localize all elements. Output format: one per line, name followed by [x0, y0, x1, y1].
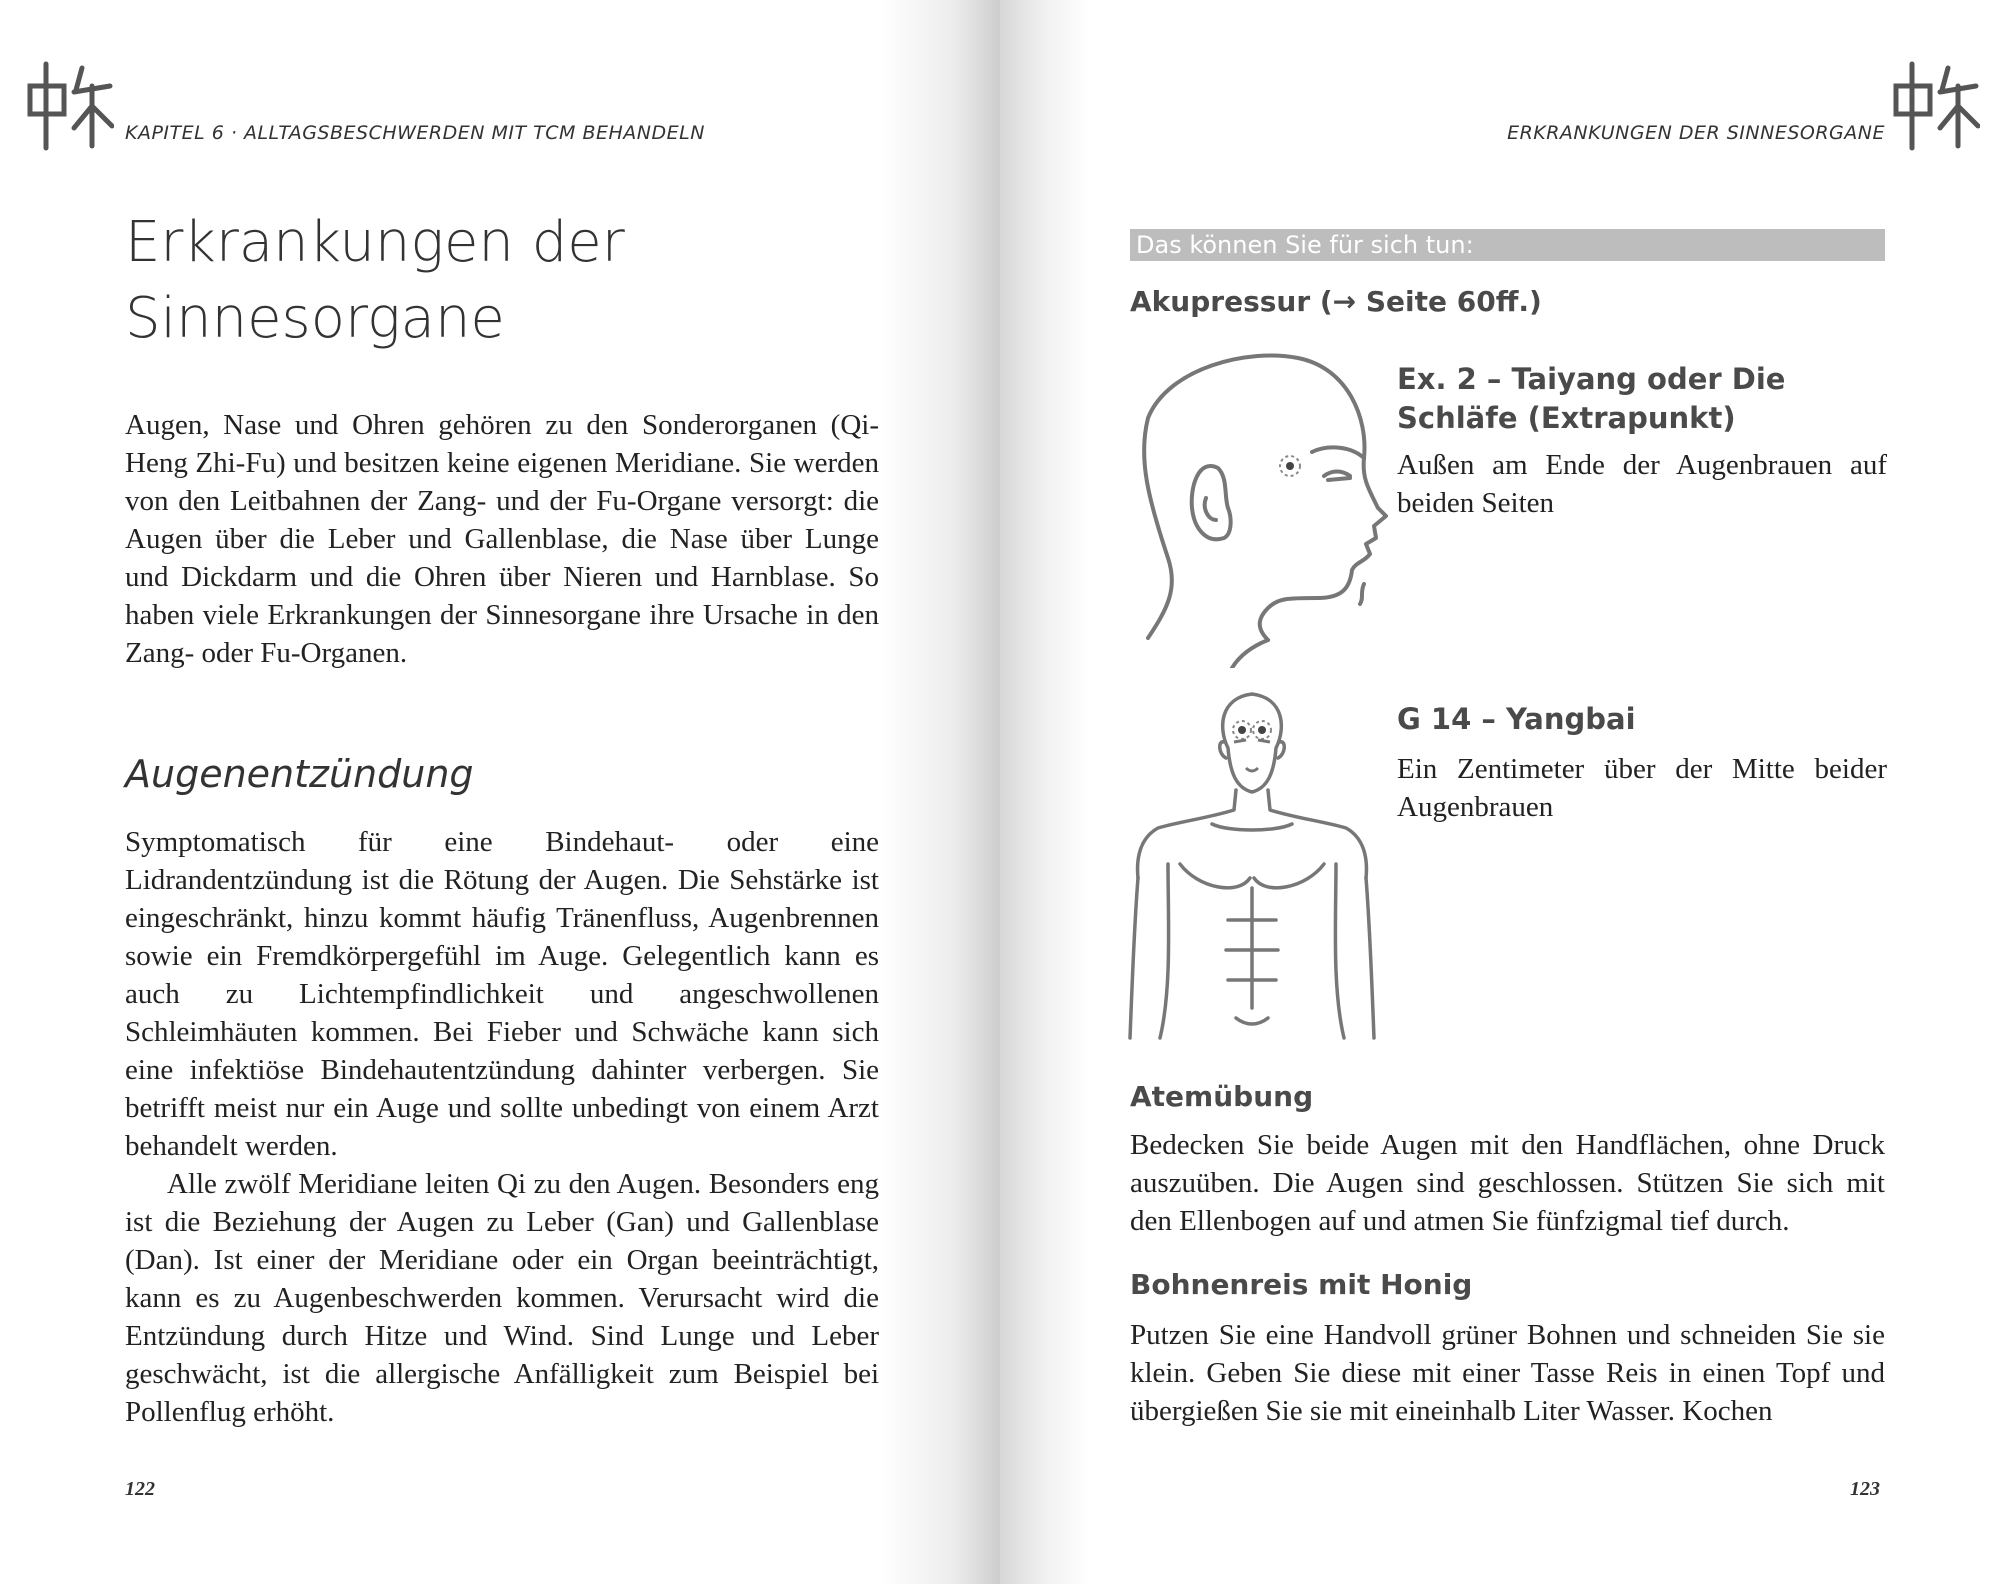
head-profile-illustration: [1128, 348, 1388, 672]
section-paragraph-1: Symptomatisch für eine Bindehaut- oder eine Lidrandentzündung ist die Rötung der Augen. Die Sehstärke ist eingeschränkt, hinzu kommt häufig Tränenfluss, Augenbrennen sowie ein Fremdkörpergefühl im Auge. Gelegentlich kann es auch zu Lichtempfindlichkeit und angeschwollenen Schleimhäuten kommen. Bei Fieber und Schwäche kann sich eine infektiöse Bindehautentzündung dahinter verbergen. Sie betrifft meist nur ein Auge und sollte unbedingt von einem Arzt behandelt werden.: [125, 826, 879, 1162]
chapter-title-line1: Erkrankungen der: [125, 210, 625, 275]
running-head-left: KAPITEL 6 · ALLTAGSBESCHWERDEN MIT TCM BEHANDELN: [125, 122, 705, 144]
point2-description: Ein Zentimeter über der Mitte beider Augenbrauen: [1397, 753, 1887, 823]
intro-paragraph: [125, 406, 879, 672]
gutter-shadow-right: [1000, 0, 1090, 1584]
breathing-text: [1130, 1126, 1885, 1240]
running-head-right: ERKRANKUNGEN DER SINNESORGANE: [1507, 122, 1885, 144]
point1-title: Ex. 2 – Taiyang oder Die Schläfe (Extrapunkt): [1397, 362, 1786, 435]
recipe-paragraph: Putzen Sie eine Handvoll grüner Bohnen und schneiden Sie sie klein. Geben Sie diese mit einer Tasse Reis in einen Topf und übergießen Sie sie mit eineinhalb Liter Wasser. Kochen: [1130, 1319, 1885, 1427]
breathing-paragraph: Bedecken Sie beide Augen mit den Handflächen, ohne Druck auszuüben. Die Augen sind geschlossen. Stützen Sie sich mit den Ellenbogen auf und atmen Sie fünfzigmal tief durch.: [1130, 1129, 1885, 1237]
page-number-left: 122: [125, 1478, 155, 1500]
section-title: Augenentzündung: [125, 752, 474, 796]
acupressure-heading: Akupressur (→ Seite 60ff.): [1130, 285, 1542, 318]
section-paragraph-2: Alle zwölf Meridiane leiten Qi zu den Augen. Besonders eng ist die Beziehung der Augen zu Leber (Gan) und Gallenblase (Dan). Ist einer der Meridiane oder ein Organ beeinträchtigt, kann es zu Augenbeschwerden kommen. Verursacht wird die Entzündung durch Hitze und Wind. Sind Lunge und Leber geschwächt, ist die allergische Anfälligkeit zum Beispiel bei Pollenflug erhöht.: [125, 1168, 879, 1428]
section-body: [125, 823, 879, 1431]
chinese-character-icon: [24, 56, 114, 152]
point1-description: Außen am Ende der Augenbrauen auf beiden Seiten: [1397, 449, 1887, 519]
torso-illustration: [1128, 688, 1378, 1044]
point2-title: G 14 – Yangbai: [1397, 702, 1636, 736]
tips-box-header: Das können Sie für sich tun:: [1130, 229, 1885, 261]
chapter-title-line2: Sinnesorgane: [125, 286, 505, 351]
intro-paragraph-text: Augen, Nase und Ohren gehören zu den Sonderorganen (Qi-Heng Zhi-Fu) und besitzen keine eigenen Meridiane. Sie werden von den Leitbahnen der Zang- und der Fu-Organe versorgt: die Augen über die Leber und Gallenblase, die Nase über Lunge und Dickdarm und die Ohren über Nieren und Harnblase. So haben viele Erkrankungen der Sinnesorgane ihre Ursache in den Zang- oder Fu-Organen.: [125, 409, 879, 669]
breathing-heading: Atemübung: [1130, 1080, 1314, 1113]
page-number-right: 123: [1850, 1478, 1880, 1500]
chapter-title: [125, 205, 905, 357]
chinese-character-icon: [1890, 56, 1980, 152]
recipe-heading: Bohnenreis mit Honig: [1130, 1268, 1473, 1301]
recipe-text: [1130, 1316, 1885, 1430]
